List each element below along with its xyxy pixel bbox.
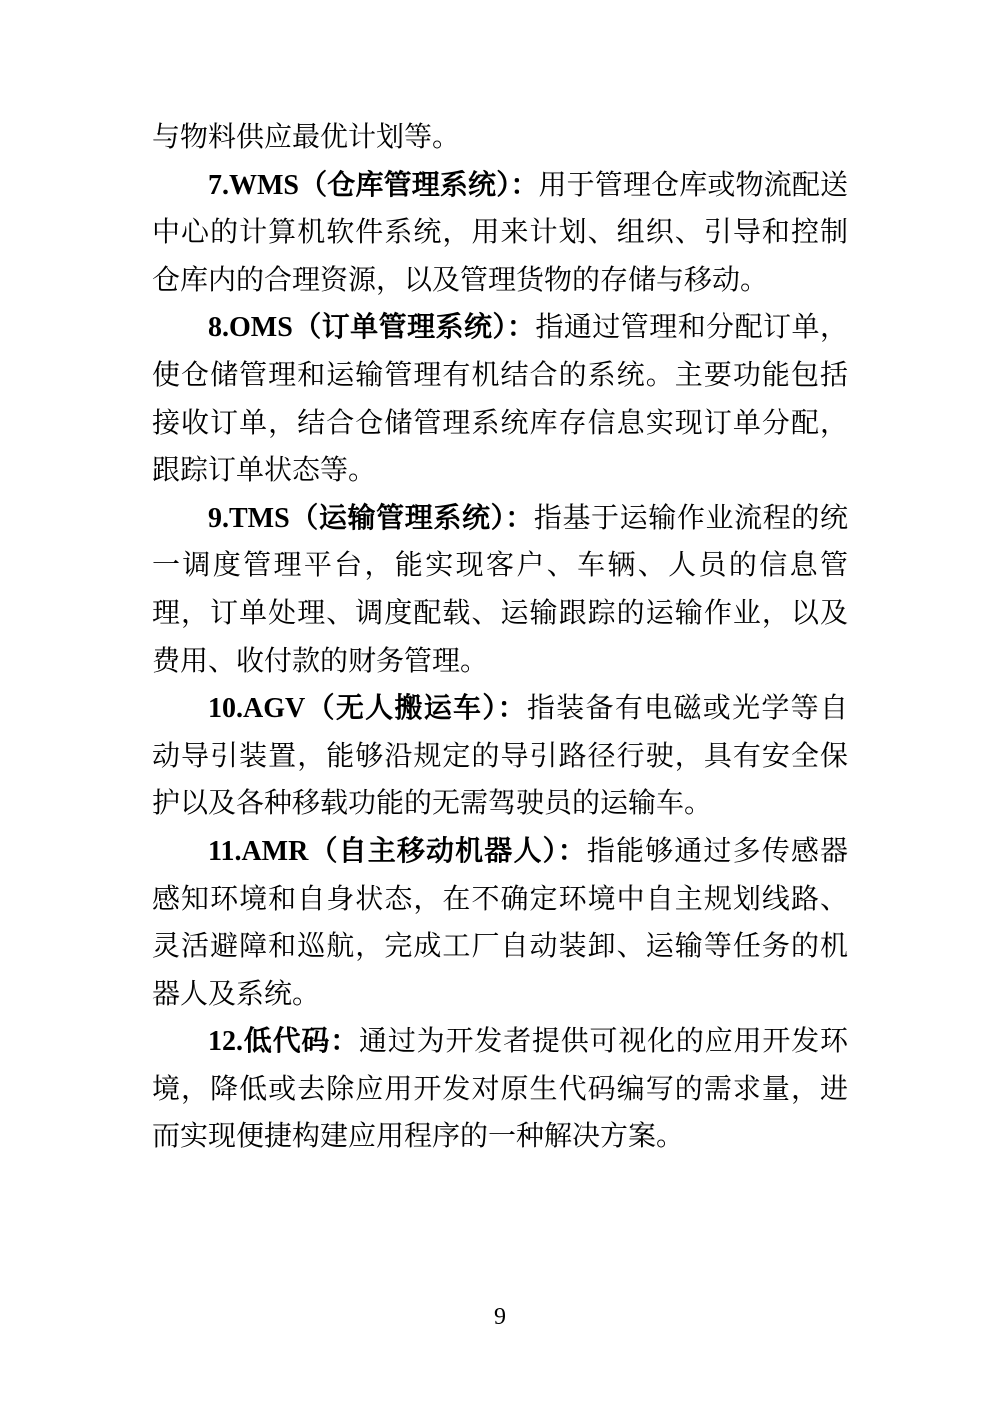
glossary-term-11: 11.AMR（自主移动机器人）：: [208, 835, 587, 867]
glossary-item-9: [152, 495, 848, 685]
glossary-definition-9: 指基于运输作业流程的统一调度管理平台，能实现客户、车辆、人员的信息管理，订单处理、调度配载、运输跟踪的运输作业，以及费用、收付款的财务管理。: [152, 502, 848, 677]
glossary-term-10: 10.AGV（无人搬运车）：: [208, 693, 527, 725]
glossary-term-12: 12.低代码：: [208, 1026, 360, 1058]
glossary-definition-8: 指通过管理和分配订单，使仓储管理和运输管理有机结合的系统。主要功能包括接收订单，结合仓储管理系统库存信息实现订单分配，跟踪订单状态等。: [152, 312, 848, 487]
page-number: 9: [494, 1304, 506, 1330]
glossary-item-7: [152, 162, 848, 305]
glossary-definition-7: 用于管理仓库或物流配送中心的计算机软件系统，用来计划、组织、引导和控制仓库内的合理资源，以及管理货物的存储与移动。: [152, 169, 848, 296]
glossary-item-8: [152, 304, 848, 494]
continuation-paragraph: 与物料供应最优计划等。: [152, 122, 461, 153]
glossary-definition-10: 指装备有电磁或光学等自动导引装置，能够沿规定的导引路径行驶，具有安全保护以及各种移载功能的无需驾驶员的运输车。: [152, 693, 848, 820]
glossary-term-8: 8.OMS（订单管理系统）：: [208, 312, 536, 344]
glossary-term-7: 7.WMS（仓库管理系统）：: [208, 169, 539, 201]
glossary-term-9: 9.TMS（运输管理系统）：: [208, 502, 534, 534]
text-block: [152, 114, 848, 1161]
glossary-definition-12: 通过为开发者提供可视化的应用开发环境，降低或去除应用开发对原生代码编写的需求量，进而实现便捷构建应用程序的一种解决方案。: [152, 1026, 848, 1153]
glossary-definition-11: 指能够通过多传感器感知环境和自身状态，在不确定环境中自主规划线路、灵活避障和巡航，完成工厂自动装卸、运输等任务的机器人及系统。: [152, 835, 848, 1010]
glossary-item-10: [152, 685, 848, 828]
glossary-item-11: [152, 828, 848, 1018]
glossary-item-12: [152, 1018, 848, 1161]
